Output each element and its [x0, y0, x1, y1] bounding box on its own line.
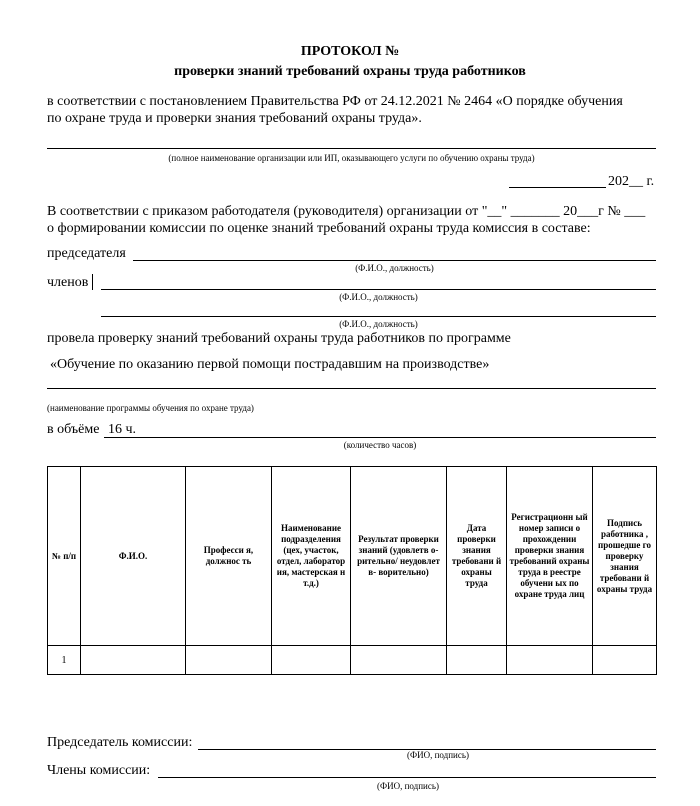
cell-registry-number[interactable]: [507, 646, 593, 675]
header-department: Наименование подразделения (цех, участок, отдел, лаборатор ия, мастерская н т.д.): [272, 467, 351, 646]
document-title: ПРОТОКОЛ №: [300, 44, 400, 59]
document-subtitle: проверки знаний требований охраны труда работников: [174, 64, 526, 79]
table-row: [48, 646, 657, 675]
header-profession: Професси я, должнос ть: [186, 467, 272, 646]
order-line-2: о формировании комиссии по оценке знаний требований охраны труда комиссия в составе:: [47, 221, 591, 236]
program-line[interactable]: [47, 388, 656, 389]
cell-department[interactable]: [272, 646, 351, 675]
header-number: № п/п: [48, 467, 81, 646]
conducted-text: провела проверку знаний требований охраны труда работников по программе: [47, 331, 511, 346]
chair-sign-caption: (ФИО, подпись): [407, 750, 469, 760]
cell-fio[interactable]: [81, 646, 186, 675]
row-number: 1: [48, 646, 81, 675]
members-sign-line[interactable]: [158, 777, 656, 778]
members-sign-label: Члены комиссии:: [47, 763, 151, 778]
program-text: «Обучение по оказанию первой помощи пострадавшим на производстве»: [50, 357, 490, 372]
cell-signature[interactable]: [593, 646, 657, 675]
text-cursor: [92, 274, 93, 290]
chair-label: председателя: [47, 246, 126, 261]
results-table: [47, 466, 657, 675]
header-fio: Ф.И.О.: [81, 467, 186, 646]
chair-line[interactable]: [133, 260, 656, 261]
members-sign-caption: (ФИО, подпись): [377, 781, 439, 791]
cell-date[interactable]: [447, 646, 507, 675]
volume-label: в объёме: [47, 422, 100, 437]
volume-value: 16 ч.: [108, 422, 137, 437]
hours-caption: (количество часов): [343, 440, 417, 450]
cell-profession[interactable]: [186, 646, 272, 675]
year-text: 202__ г.: [608, 174, 655, 189]
chair-fio-caption: (Ф.И.О., должность): [355, 263, 434, 273]
members-line-1[interactable]: [101, 289, 656, 290]
header-signature: Подпись работника , прошедше го проверку знания требовани й охраны труда: [593, 467, 657, 646]
members-label: членов: [47, 275, 89, 290]
program-caption: (наименование программы обучения по охране труда): [47, 403, 254, 413]
cell-result[interactable]: [351, 646, 447, 675]
order-line-1: В соответствии с приказом работодателя (руководителя) организации от "__" _______ 20___г № ___: [47, 204, 646, 219]
members-fio-caption-1: (Ф.И.О., должность): [339, 292, 418, 302]
basis-line-2: по охране труда и проверки знания требований охраны труда».: [47, 111, 422, 126]
members-fio-caption-2: (Ф.И.О., должность): [339, 319, 418, 329]
chair-sign-label: Председатель комиссии:: [47, 735, 193, 750]
table-header-row: [48, 467, 657, 646]
organization-caption: (полное наименование организации или ИП, оказывающего услуги по обучению охраны труда): [168, 153, 535, 163]
organization-line[interactable]: [47, 148, 656, 149]
members-line-2[interactable]: [101, 316, 656, 317]
header-result: Результат проверки знаний (удовлетв о- рительно/ неудовлет в- ворительно): [351, 467, 447, 646]
header-registry-number: Регистрационн ый номер записи о прохождении проверки знания требований охраны труда в реестре обучени ых по охране труда лиц: [507, 467, 593, 646]
header-date: Дата проверки знания требовани й охраны труда: [447, 467, 507, 646]
basis-line-1: в соответствии с постановлением Правительства РФ от 24.12.2021 № 2464 «О порядке обучения: [47, 94, 623, 109]
date-line[interactable]: [509, 187, 606, 188]
volume-line[interactable]: [104, 437, 656, 438]
